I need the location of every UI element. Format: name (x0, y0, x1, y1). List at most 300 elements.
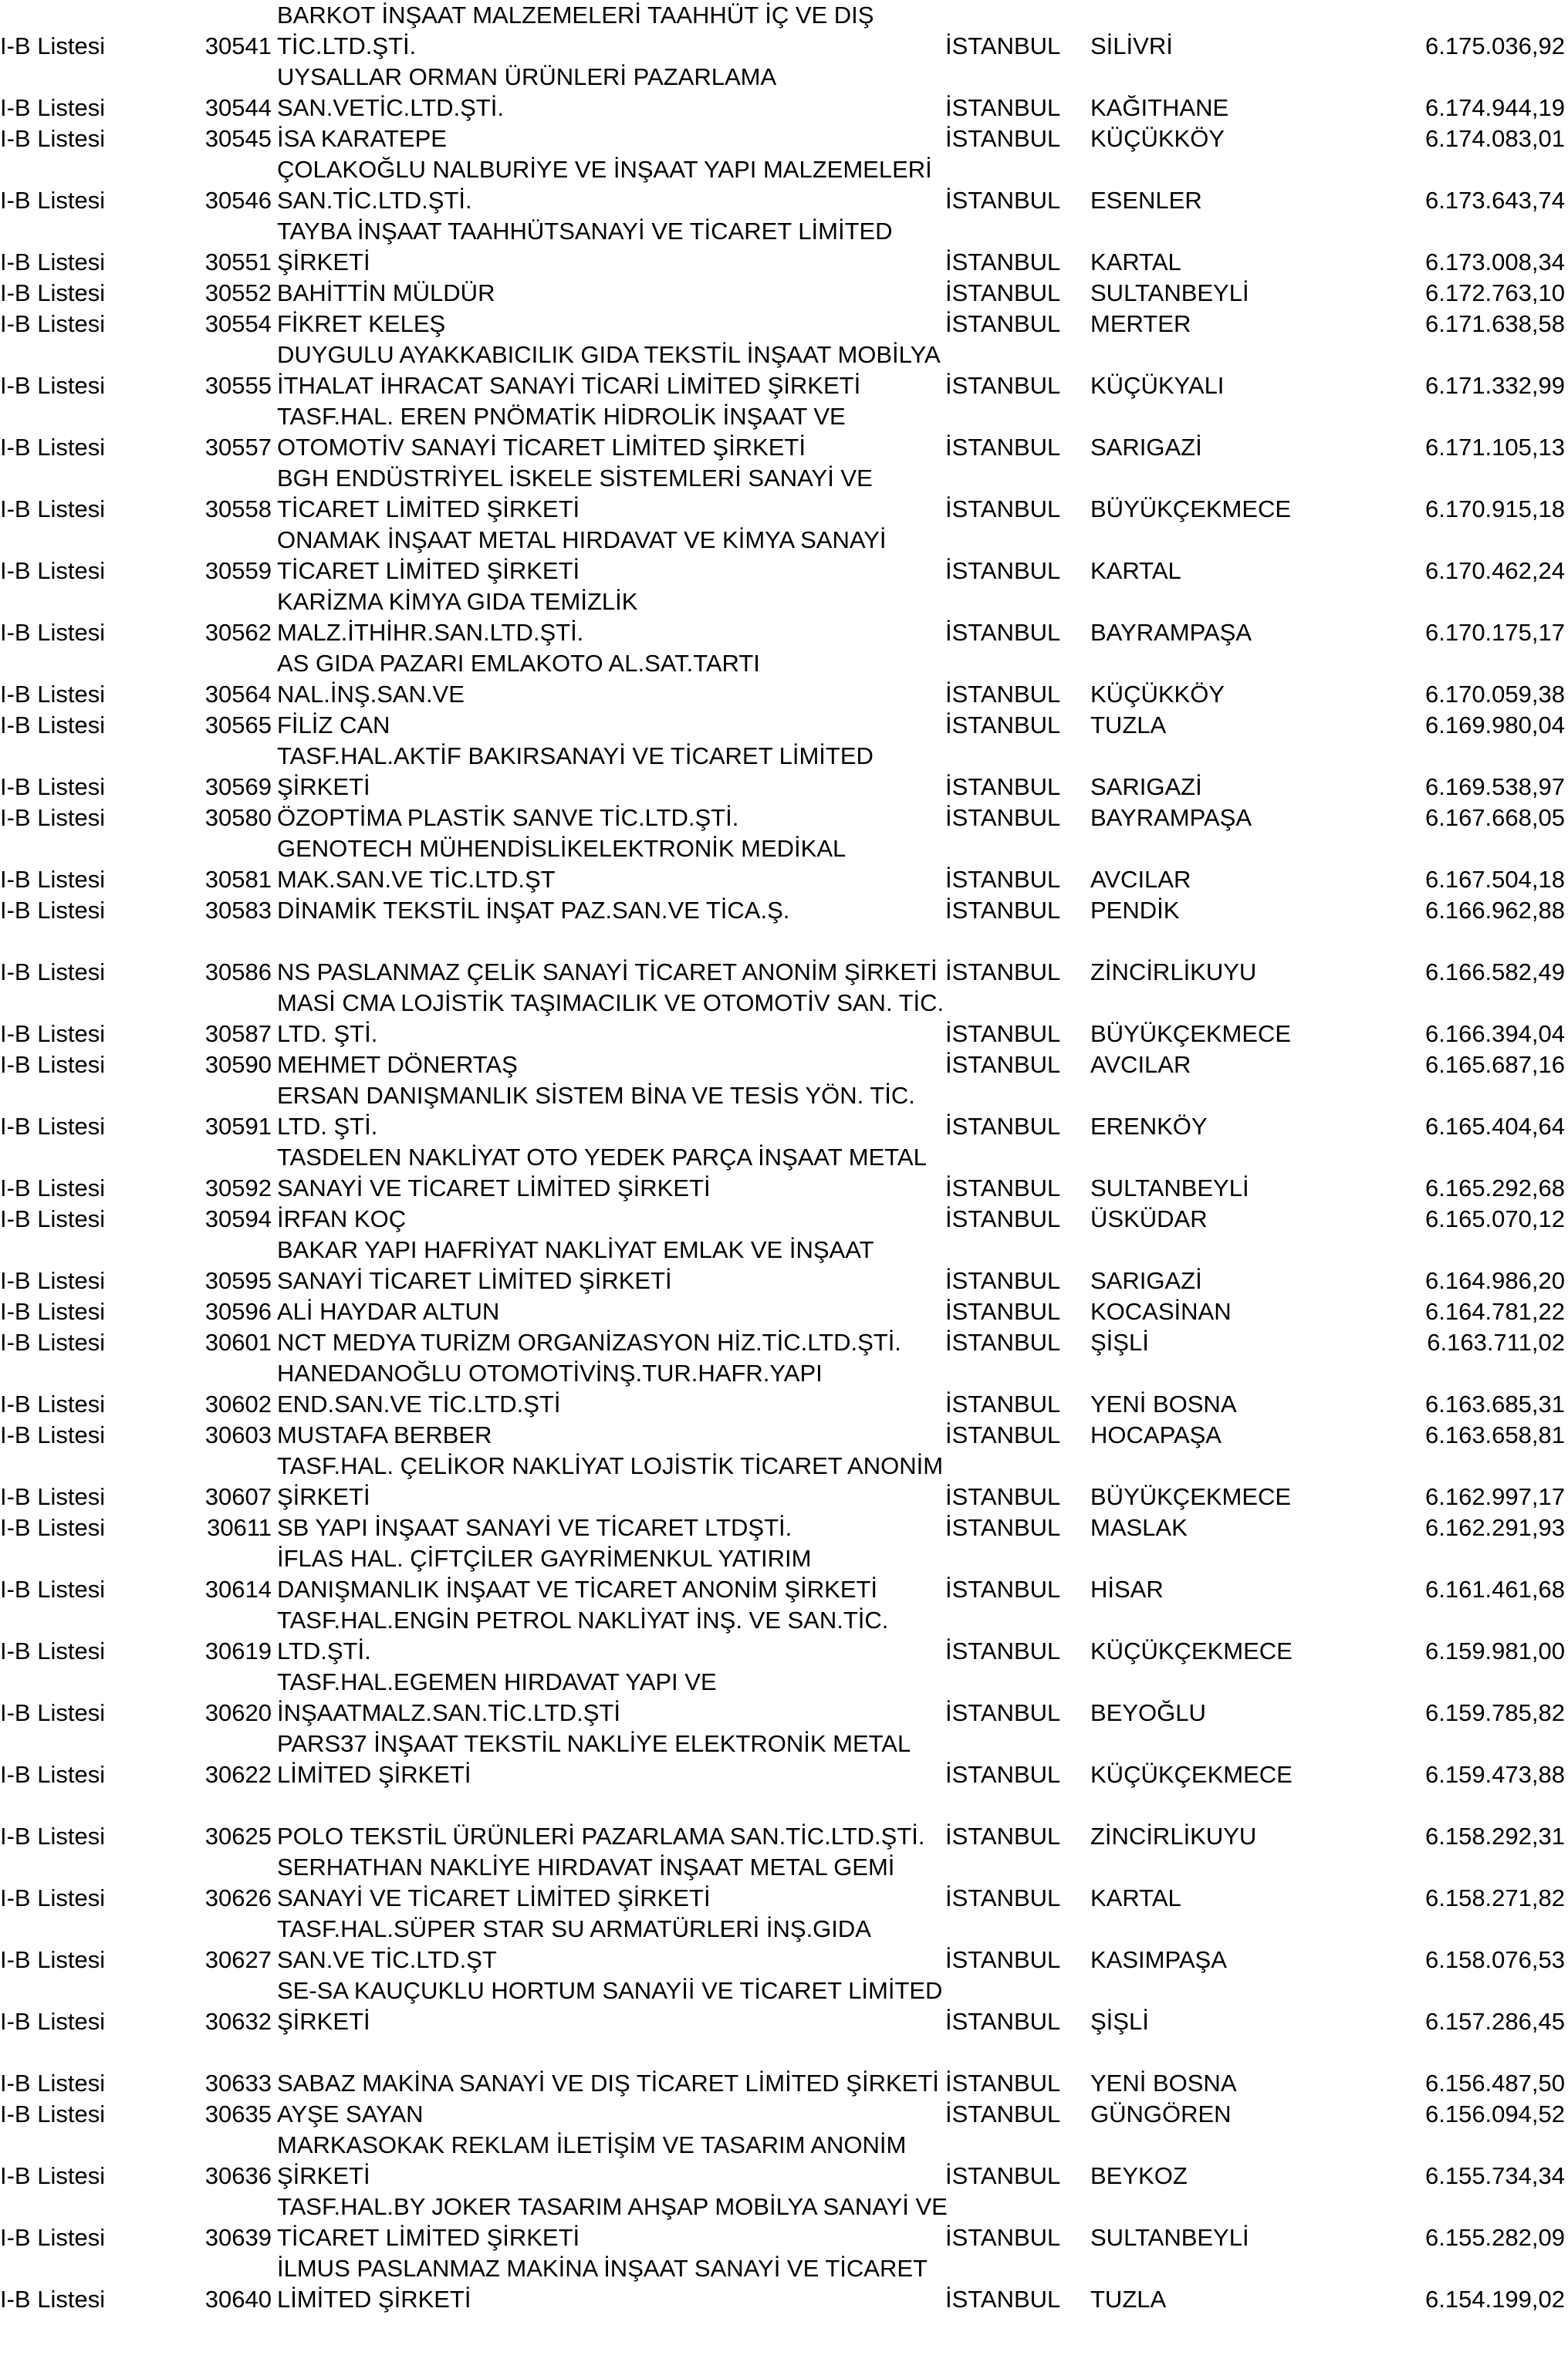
record-number: 30611 (207, 1514, 272, 1541)
amount: 6.174.083,01 (1424, 125, 1565, 152)
amount: 6.165.292,68 (1424, 1174, 1565, 1201)
city: İSTANBUL (945, 1576, 1061, 1603)
district: KÜÇÜKÇEKMECE (1090, 1637, 1293, 1664)
list-name: I-B Listesi (0, 1421, 106, 1448)
company-name: NCT MEDYA TURİZM ORGANİZASYON HİZ.TİC.LTD.ŞTİ. (277, 1329, 901, 1356)
table-row (0, 2037, 1568, 2099)
amount: 6.169.538,97 (1424, 773, 1565, 800)
list-name: I-B Listesi (0, 1113, 106, 1140)
record-number: 30580 (204, 804, 272, 831)
company-name: BGH ENDÜSTRİYEL İSKELE SİSTEMLERİ SANAYİ VE TİCARET LİMİTED ŞİRKETİ (277, 465, 873, 522)
record-number: 30569 (204, 773, 272, 800)
company-name: KARİZMA KİMYA GIDA TEMİZLİK MALZ.İTHİHR.SAN.LTD.ŞTİ. (277, 588, 638, 646)
list-name: I-B Listesi (0, 711, 106, 738)
table-row (0, 1235, 1568, 1296)
company-name: TASF.HAL. ÇELİKOR NAKLİYAT LOJİSTİK TİCARET ANONİM ŞİRKETİ (277, 1452, 944, 1510)
company-name: SB YAPI İNŞAAT SANAYİ VE TİCARET LTDŞTİ. (277, 1514, 792, 1541)
district: SULTANBEYLİ (1090, 2224, 1249, 2251)
record-number: 30620 (204, 1699, 272, 1726)
city: İSTANBUL (945, 866, 1061, 893)
amount: 6.171.105,13 (1424, 434, 1565, 461)
company-name: ONAMAK İNŞAAT METAL HIRDAVAT VE KİMYA SANAYİ TİCARET LİMİTED ŞİRKETİ (277, 526, 887, 584)
company-name: DUYGULU AYAKKABICILIK GIDA TEKSTİL İNŞAAT MOBİLYA İTHALAT İHRACAT SANAYİ TİCARİ LİMİTED ŞİRKETİ (277, 341, 939, 399)
district: KÜÇÜKÇEKMECE (1090, 1761, 1293, 1788)
amount: 6.174.944,19 (1424, 94, 1565, 121)
company-name: ERSAN DANIŞMANLIK SİSTEM BİNA VE TESİS YÖN. TİC. LTD. ŞTİ. (277, 1082, 915, 1140)
record-number: 30639 (204, 2224, 272, 2251)
city: İSTANBUL (945, 958, 1061, 985)
amount: 6.166.582,49 (1424, 958, 1565, 985)
record-number: 30596 (204, 1298, 272, 1325)
table-row (0, 0, 1568, 62)
list-name: I-B Listesi (0, 32, 106, 59)
table-row (0, 1080, 1568, 1142)
amount: 6.162.291,93 (1424, 1514, 1565, 1541)
amount: 6.157.286,45 (1424, 2008, 1565, 2035)
table-row (0, 895, 1568, 926)
city: İSTANBUL (945, 1946, 1061, 1973)
amount: 6.171.332,99 (1424, 372, 1565, 399)
district: HOCAPAŞA (1090, 1421, 1222, 1448)
amount: 6.167.668,05 (1424, 804, 1565, 831)
company-name: ÖZOPTİMA PLASTİK SANVE TİC.LTD.ŞTİ. (277, 804, 739, 831)
city: İSTANBUL (945, 1699, 1061, 1726)
company-name: BAHİTTİN MÜLDÜR (277, 279, 495, 306)
city: İSTANBUL (945, 1483, 1061, 1510)
list-name: I-B Listesi (0, 804, 106, 831)
district: ESENLER (1090, 187, 1202, 214)
city: İSTANBUL (945, 1113, 1061, 1140)
list-name: I-B Listesi (0, 2100, 106, 2127)
company-name: TASF.HAL.SÜPER STAR SU ARMATÜRLERİ İNŞ.GIDA SAN.VE TİC.LTD.ŞT (277, 1915, 870, 1973)
list-name: I-B Listesi (0, 2286, 106, 2313)
record-number: 30625 (204, 1823, 272, 1850)
city: İSTANBUL (945, 619, 1061, 646)
company-name: PARS37 İNŞAAT TEKSTİL NAKLİYE ELEKTRONİK METAL LİMİTED ŞİRKETİ (277, 1730, 911, 1788)
table-row (0, 401, 1568, 463)
list-name: I-B Listesi (0, 2224, 106, 2251)
amount: 6.156.094,52 (1424, 2100, 1565, 2127)
record-number: 30622 (204, 1761, 272, 1788)
table-row (0, 833, 1568, 895)
table-row (0, 62, 1568, 123)
amount: 6.170.462,24 (1424, 557, 1565, 584)
table-row (0, 988, 1568, 1049)
company-name: ALİ HAYDAR ALTUN (277, 1298, 500, 1325)
table-row (0, 710, 1568, 741)
table-row (0, 1142, 1568, 1204)
city: İSTANBUL (945, 372, 1061, 399)
list-name: I-B Listesi (0, 866, 106, 893)
list-name: I-B Listesi (0, 897, 106, 924)
city: İSTANBUL (945, 1329, 1061, 1356)
amount: 6.164.781,22 (1424, 1298, 1565, 1325)
city: İSTANBUL (945, 1051, 1061, 1078)
city: İSTANBUL (945, 557, 1061, 584)
amount: 6.158.076,53 (1424, 1946, 1565, 1973)
district: SARIGAZİ (1090, 773, 1202, 800)
record-number: 30640 (204, 2286, 272, 2313)
district: TUZLA (1090, 711, 1167, 738)
list-name: I-B Listesi (0, 958, 106, 985)
amount: 6.165.070,12 (1424, 1205, 1565, 1232)
record-number: 30581 (204, 866, 272, 893)
list-name: I-B Listesi (0, 279, 106, 306)
amount: 6.169.980,04 (1424, 711, 1565, 738)
district: KÜÇÜKKÖY (1090, 681, 1225, 708)
amount: 6.175.036,92 (1424, 32, 1565, 59)
amount: 6.170.175,17 (1424, 619, 1565, 646)
table-row (0, 1204, 1568, 1235)
table-row (0, 1512, 1568, 1543)
district: GÜNGÖREN (1090, 2100, 1232, 2127)
list-name: I-B Listesi (0, 1298, 106, 1325)
city: İSTANBUL (945, 897, 1061, 924)
city: İSTANBUL (945, 1421, 1061, 1448)
city: İSTANBUL (945, 279, 1061, 306)
district: SARIGAZİ (1090, 1267, 1202, 1294)
company-name: TASF.HAL.EGEMEN HIRDAVAT YAPI VE İNŞAATMALZ.SAN.TİC.LTD.ŞTİ (277, 1668, 717, 1726)
list-name: I-B Listesi (0, 557, 106, 584)
city: İSTANBUL (945, 1514, 1061, 1541)
list-name: I-B Listesi (0, 1329, 106, 1356)
company-name: ÇOLAKOĞLU NALBURİYE VE İNŞAAT YAPI MALZEMELERİ SAN.TİC.LTD.ŞTİ. (277, 156, 932, 214)
record-number: 30557 (204, 434, 272, 461)
district: ZİNCİRLİKUYU (1090, 958, 1257, 985)
table-row (0, 463, 1568, 525)
list-name: I-B Listesi (0, 1514, 106, 1541)
table-row (0, 1790, 1568, 1852)
record-number: 30586 (204, 958, 272, 985)
district: BÜYÜKÇEKMECE (1090, 1020, 1292, 1047)
list-name: I-B Listesi (0, 248, 106, 275)
table-row (0, 309, 1568, 340)
district: KARTAL (1090, 248, 1181, 275)
company-name: TASF.HAL.ENGİN PETROL NAKLİYAT İNŞ. VE SAN.TİC. LTD.ŞTİ. (277, 1607, 889, 1664)
company-name: AYŞE SAYAN (277, 2100, 424, 2127)
record-number: 30601 (204, 1329, 272, 1356)
table-row (0, 525, 1568, 586)
company-name: MUSTAFA BERBER (277, 1421, 492, 1448)
district: AVCILAR (1090, 866, 1191, 893)
city: İSTANBUL (945, 94, 1061, 121)
table-row (0, 803, 1568, 833)
list-name: I-B Listesi (0, 495, 106, 522)
district: BAYRAMPAŞA (1090, 804, 1252, 831)
list-name: I-B Listesi (0, 1267, 106, 1294)
company-name: POLO TEKSTİL ÜRÜNLERİ PAZARLAMA SAN.TİC.LTD.ŞTİ. (277, 1823, 925, 1850)
table-row (0, 1451, 1568, 1512)
table-row (0, 1327, 1568, 1358)
city: İSTANBUL (945, 711, 1061, 738)
district: SULTANBEYLİ (1090, 1174, 1249, 1201)
amount: 6.161.461,68 (1424, 1576, 1565, 1603)
company-name: İSA KARATEPE (277, 125, 447, 152)
record-number: 30551 (204, 248, 272, 275)
city: İSTANBUL (945, 2070, 1061, 2097)
district: ERENKÖY (1090, 1113, 1208, 1140)
list-name: I-B Listesi (0, 187, 106, 214)
list-name: I-B Listesi (0, 1699, 106, 1726)
district: PENDİK (1090, 897, 1180, 924)
record-number: 30541 (204, 32, 272, 59)
record-number: 30633 (204, 2070, 272, 2097)
city: İSTANBUL (945, 2008, 1061, 2035)
amount: 6.159.981,00 (1424, 1637, 1565, 1664)
list-name: I-B Listesi (0, 94, 106, 121)
district: SULTANBEYLİ (1090, 279, 1249, 306)
record-number: 30559 (204, 557, 272, 584)
table-row (0, 2192, 1568, 2253)
record-number: 30592 (204, 1174, 272, 1201)
list-name: I-B Listesi (0, 1637, 106, 1664)
amount: 6.159.473,88 (1424, 1761, 1565, 1788)
table-row (0, 586, 1568, 648)
company-name: TASF.HAL.AKTİF BAKIRSANAYİ VE TİCARET LİMİTED ŞİRKETİ (277, 742, 874, 800)
table-row (0, 741, 1568, 803)
table-row (0, 123, 1568, 154)
amount: 6.158.292,31 (1424, 1823, 1565, 1850)
city: İSTANBUL (945, 1391, 1061, 1418)
company-name: TASDELEN NAKLİYAT OTO YEDEK PARÇA İNŞAAT METAL SANAYİ VE TİCARET LİMİTED ŞİRKETİ (277, 1144, 926, 1201)
list-name: I-B Listesi (0, 1051, 106, 1078)
record-number: 30587 (204, 1020, 272, 1047)
amount: 6.167.504,18 (1424, 866, 1565, 893)
table-row (0, 216, 1568, 278)
city: İSTANBUL (945, 2100, 1061, 2127)
record-number: 30627 (204, 1946, 272, 1973)
city: İSTANBUL (945, 32, 1061, 59)
district: BEYOĞLU (1090, 1699, 1206, 1726)
record-number: 30635 (204, 2100, 272, 2127)
record-number: 30594 (204, 1205, 272, 1232)
table-row (0, 2099, 1568, 2130)
company-name: NS PASLANMAZ ÇELİK SANAYİ TİCARET ANONİM ŞİRKETİ (277, 958, 938, 985)
district: ZİNCİRLİKUYU (1090, 1823, 1257, 1850)
company-name: UYSALLAR ORMAN ÜRÜNLERİ PAZARLAMA SAN.VETİC.LTD.ŞTİ. (277, 63, 776, 121)
district: KÜÇÜKKÖY (1090, 125, 1225, 152)
company-name: SE-SA KAUÇUKLU HORTUM SANAYİİ VE TİCARET LİMİTED ŞİRKETİ (277, 1977, 943, 2035)
record-number: 30603 (204, 1421, 272, 1448)
table-row (0, 1729, 1568, 1790)
company-name: MARKASOKAK REKLAM İLETİŞİM VE TASARIM ANONİM ŞİRKETİ (277, 2131, 907, 2189)
company-name: İLMUS PASLANMAZ MAKİNA İNŞAAT SANAYİ VE TİCARET LİMİTED ŞİRKETİ (277, 2255, 928, 2313)
district: YENİ BOSNA (1090, 2070, 1237, 2097)
record-number: 30614 (204, 1576, 272, 1603)
amount: 6.166.394,04 (1424, 1020, 1565, 1047)
list-name: I-B Listesi (0, 1946, 106, 1973)
table-row (0, 648, 1568, 710)
city: İSTANBUL (945, 248, 1061, 275)
district: ŞİŞLİ (1090, 2008, 1149, 2035)
city: İSTANBUL (945, 310, 1061, 337)
city: İSTANBUL (945, 495, 1061, 522)
city: İSTANBUL (945, 773, 1061, 800)
table-row (0, 926, 1568, 988)
record-number: 30545 (204, 125, 272, 152)
city: İSTANBUL (945, 1637, 1061, 1664)
record-number: 30595 (204, 1267, 272, 1294)
city: İSTANBUL (945, 1884, 1061, 1911)
table-row (0, 1975, 1568, 2037)
district: BÜYÜKÇEKMECE (1090, 1483, 1292, 1510)
district: KAĞITHANE (1090, 94, 1229, 121)
company-name: FİKRET KELEŞ (277, 310, 446, 337)
city: İSTANBUL (945, 1298, 1061, 1325)
district: KARTAL (1090, 1884, 1181, 1911)
record-number: 30626 (204, 1884, 272, 1911)
city: İSTANBUL (945, 434, 1061, 461)
list-name: I-B Listesi (0, 434, 106, 461)
city: İSTANBUL (945, 1761, 1061, 1788)
company-name: HANEDANOĞLU OTOMOTİVİNŞ.TUR.HAFR.YAPI END.SAN.VE TİC.LTD.ŞTİ (277, 1360, 823, 1418)
company-name: GENOTECH MÜHENDİSLİKELEKTRONİK MEDİKAL MAK.SAN.VE TİC.LTD.ŞT (277, 835, 846, 893)
amount: 6.163.658,81 (1424, 1421, 1565, 1448)
district: SARIGAZİ (1090, 434, 1202, 461)
list-name: I-B Listesi (0, 1174, 106, 1201)
list-name: I-B Listesi (0, 773, 106, 800)
city: İSTANBUL (945, 2162, 1061, 2189)
company-name: MEHMET DÖNERTAŞ (277, 1051, 518, 1078)
table-row (0, 1605, 1568, 1667)
district: BÜYÜKÇEKMECE (1090, 495, 1292, 522)
district: KASIMPAŞA (1090, 1946, 1227, 1973)
amount: 6.155.282,09 (1424, 2224, 1565, 2251)
record-number: 30619 (204, 1637, 272, 1664)
table-row (0, 2253, 1568, 2315)
amount: 6.170.059,38 (1424, 681, 1565, 708)
amount: 6.158.271,82 (1424, 1884, 1565, 1911)
city: İSTANBUL (945, 1823, 1061, 1850)
company-name: BAKAR YAPI HAFRİYAT NAKLİYAT EMLAK VE İNŞAAT SANAYİ TİCARET LİMİTED ŞİRKETİ (277, 1236, 874, 1294)
list-name: I-B Listesi (0, 1761, 106, 1788)
district: KOCASİNAN (1090, 1298, 1232, 1325)
district: BAYRAMPAŞA (1090, 619, 1252, 646)
city: İSTANBUL (945, 804, 1061, 831)
amount: 6.162.997,17 (1424, 1483, 1565, 1510)
city: İSTANBUL (945, 2286, 1061, 2313)
company-name: İRFAN KOÇ (277, 1205, 407, 1232)
list-name: I-B Listesi (0, 2070, 106, 2097)
district: ŞİŞLİ (1090, 1329, 1149, 1356)
record-number: 30632 (204, 2008, 272, 2035)
company-name: TASF.HAL. EREN PNÖMATİK HİDROLİK İNŞAAT VE OTOMOTİV SANAYİ TİCARET LİMİTED ŞİRKETİ (277, 403, 846, 461)
city: İSTANBUL (945, 1020, 1061, 1047)
district: ÜSKÜDAR (1090, 1205, 1208, 1232)
list-name: I-B Listesi (0, 1020, 106, 1047)
list-name: I-B Listesi (0, 2162, 106, 2189)
table-row (0, 1543, 1568, 1605)
list-name: I-B Listesi (0, 619, 106, 646)
record-number: 30602 (204, 1391, 272, 1418)
company-name: İFLAS HAL. ÇİFTÇİLER GAYRİMENKUL YATIRIM DANIŞMANLIK İNŞAAT VE TİCARET ANONİM ŞİRKETİ (277, 1545, 878, 1603)
table-row (0, 1420, 1568, 1451)
record-number: 30583 (204, 897, 272, 924)
table-row (0, 2130, 1568, 2192)
record-number: 30555 (204, 372, 272, 399)
city: İSTANBUL (945, 1205, 1061, 1232)
amount: 6.159.785,82 (1424, 1699, 1565, 1726)
list-name: I-B Listesi (0, 372, 106, 399)
amount: 6.154.199,02 (1424, 2286, 1565, 2313)
list-name: I-B Listesi (0, 681, 106, 708)
record-number: 30546 (204, 187, 272, 214)
city: İSTANBUL (945, 1267, 1061, 1294)
company-name: SERHATHAN NAKLİYE HIRDAVAT İNŞAAT METAL GEMİ SANAYİ VE TİCARET LİMİTED ŞİRKETİ (277, 1854, 895, 1911)
company-name: FİLİZ CAN (277, 711, 390, 738)
company-name: AS GIDA PAZARI EMLAKOTO AL.SAT.TARTI NAL.İNŞ.SAN.VE (277, 650, 760, 708)
amount: 6.164.986,20 (1424, 1267, 1565, 1294)
district: KARTAL (1090, 557, 1181, 584)
district: MERTER (1090, 310, 1191, 337)
company-name: TAYBA İNŞAAT TAAHHÜTSANAYİ VE TİCARET LİMİTED ŞİRKETİ (277, 218, 893, 275)
district: HİSAR (1090, 1576, 1164, 1603)
record-number: 30562 (204, 619, 272, 646)
district: TUZLA (1090, 2286, 1167, 2313)
list-name: I-B Listesi (0, 1576, 106, 1603)
company-name: MASİ CMA LOJİSTİK TAŞIMACILIK VE OTOMOTİV SAN. TİC. LTD. ŞTİ. (277, 989, 945, 1047)
amount: 6.173.643,74 (1424, 187, 1565, 214)
record-number: 30544 (204, 94, 272, 121)
city: İSTANBUL (945, 681, 1061, 708)
amount: 6.173.008,34 (1424, 248, 1565, 275)
list-name: I-B Listesi (0, 1823, 106, 1850)
table-row (0, 154, 1568, 216)
list-name: I-B Listesi (0, 1205, 106, 1232)
amount: 6.156.487,50 (1424, 2070, 1565, 2097)
amount: 6.171.638,58 (1424, 310, 1565, 337)
record-number: 30565 (204, 711, 272, 738)
list-name: I-B Listesi (0, 310, 106, 337)
amount: 6.170.915,18 (1424, 495, 1565, 522)
amount: 6.163.711,02 (1427, 1329, 1565, 1356)
record-number: 30607 (204, 1483, 272, 1510)
table-row (0, 1914, 1568, 1975)
list-name: I-B Listesi (0, 1483, 106, 1510)
table-row (0, 340, 1568, 401)
city: İSTANBUL (945, 125, 1061, 152)
record-number: 30591 (204, 1113, 272, 1140)
list-name: I-B Listesi (0, 125, 106, 152)
list-name: I-B Listesi (0, 1391, 106, 1418)
company-name: TASF.HAL.BY JOKER TASARIM AHŞAP MOBİLYA SANAYİ VE TİCARET LİMİTED ŞİRKETİ (277, 2193, 948, 2251)
table-row (0, 278, 1568, 309)
table-row (0, 1667, 1568, 1729)
district: YENİ BOSNA (1090, 1391, 1237, 1418)
list-name: I-B Listesi (0, 2008, 106, 2035)
amount: 6.172.763,10 (1424, 279, 1565, 306)
table-row (0, 1358, 1568, 1420)
record-number: 30564 (204, 681, 272, 708)
district: AVCILAR (1090, 1051, 1191, 1078)
company-name: DİNAMİK TEKSTİL İNŞAT PAZ.SAN.VE TİCA.Ş. (277, 897, 790, 924)
record-number: 30636 (204, 2162, 272, 2189)
table-row (0, 1296, 1568, 1327)
district: BEYKOZ (1090, 2162, 1188, 2189)
amount: 6.166.962,88 (1424, 897, 1565, 924)
amount: 6.165.404,64 (1424, 1113, 1565, 1140)
amount: 6.163.685,31 (1424, 1391, 1565, 1418)
record-number: 30554 (204, 310, 272, 337)
district: SİLİVRİ (1090, 32, 1173, 59)
amount: 6.155.734,34 (1424, 2162, 1565, 2189)
list-name: I-B Listesi (0, 1884, 106, 1911)
district: KÜÇÜKYALI (1090, 372, 1225, 399)
company-name: SABAZ MAKİNA SANAYİ VE DIŞ TİCARET LİMİTED ŞİRKETİ (277, 2070, 939, 2097)
city: İSTANBUL (945, 1174, 1061, 1201)
table-row (0, 1852, 1568, 1914)
record-number: 30552 (204, 279, 272, 306)
